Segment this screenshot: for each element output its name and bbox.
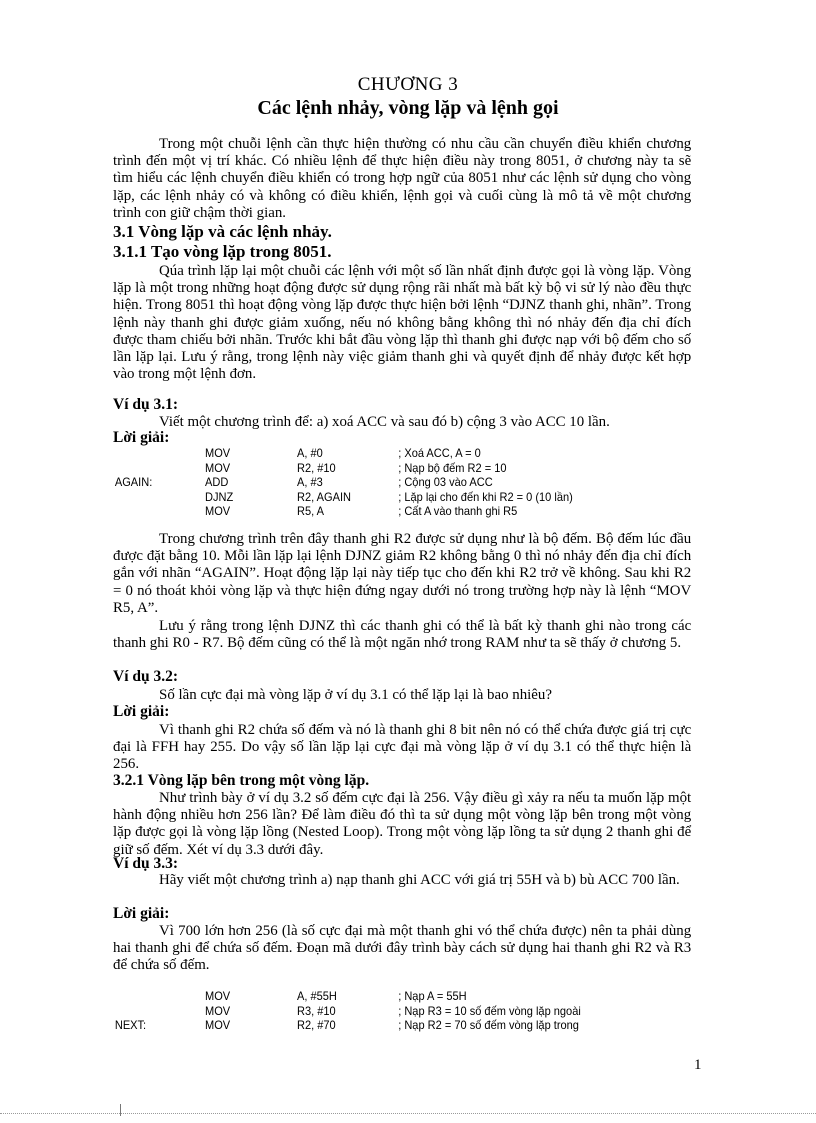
subsection-heading: 3.1.1 Tạo vòng lặp trong 8051.	[113, 242, 332, 261]
example31-note: Lưu ý rằng trong lệnh DJNZ thì các thanh ghi có thể là bất kỳ thanh ghi nào trong các thanh ghi R0 - R7. Bộ đếm cũng có thể là một ngăn nhớ trong RAM như ta sẽ thấy ở chương 5.	[113, 617, 692, 652]
code-block-ex33	[113, 989, 628, 1033]
page-number: 1	[694, 1057, 702, 1073]
chapter-number: CHƯƠNG 3	[357, 74, 459, 95]
section-heading: 3.1 Vòng lặp và các lệnh nhảy.	[113, 222, 332, 241]
subsection-heading: 3.2.1 Vòng lặp bên trong một vòng lặp.	[113, 772, 370, 789]
page-footer-divider	[0, 1113, 816, 1114]
code-line: NEXT: MOV R2, #70 ; Nạp R2 = 70 số đếm vòng lặp trong	[114, 1018, 579, 1032]
example31-explanation: Trong chương trình trên đây thanh ghi R2 được sử dụng như là bộ đếm. Bộ đếm lúc đầu được đặt bằng 10. Mỗi lần lặp lại lệnh DJNZ giảm R2 không bằng 0 thì nó nhảy đến địa chỉ đích gắn với nhãn “AGAIN”. Hoạt động lặp lại này tiếp tục cho đến khi R2 trở về không. Sau khi R2 = 0 nó thoát khỏi vòng lặp và thực hiện đứng ngay dưới nó trong trường hợp này là lệnh “MOV R5, A”.	[113, 530, 692, 616]
intro-paragraph: Trong một chuỗi lệnh cần thực hiện thường có nhu cầu cần chuyển điều khiển chương trình đến một vị trí khác. Có nhiều lệnh để thực hiện điều này trong 8051, ở chương này ta sẽ tìm hiểu các lệnh chuyển điều khiển có trong hợp ngữ của 8051 như các lệnh sử dụng cho vòng lặp, các lệnh nhảy có và không có điều khiển, lệnh gọi và cuối cùng là mô tả về một chương trình con giữ chậm thời gian.	[113, 135, 692, 221]
example32-answer: Vì thanh ghi R2 chứa số đếm và nó là thanh ghi 8 bit nên nó có thể chứa được giá trị cực đại là FFH hay 255. Do vậy số lần lặp lại cực đại mà vòng lặp ở ví dụ 3.1 có thể thực hiện là 256.	[113, 721, 692, 773]
example-question: Số lần cực đại mà vòng lặp ở ví dụ 3.1 có thể lặp lại là bao nhiêu?	[159, 686, 552, 703]
example-question: Viết một chương trình để: a) xoá ACC và sau đó b) cộng 3 vào ACC 10 lần.	[159, 413, 610, 430]
code-line: AGAIN: ADD A, #3 ; Cộng 03 vào ACC	[114, 475, 493, 489]
code-line: MOV A, #55H ; Nạp A = 55H	[205, 989, 467, 1003]
nested-loop-paragraph: Như trình bày ở ví dụ 3.2 số đếm cực đại là 256. Vậy điều gì xảy ra nếu ta muốn lặp một hành động nhiều hơn 256 lần? Để làm điều đó thì ta sử dụng một vòng lặp bên trong một vòng lặp được gọi là vòng lặp lồng (Nested Loop). Trong một vòng lặp lồng ta sử dụng 2 thanh ghi để giữ số đếm. Xét ví dụ 3.3 dưới đây.	[113, 789, 692, 858]
example33-answer: Vì 700 lớn hơn 256 (là số cực đại mà một thanh ghi vó thể chứa được) nên ta phải dùng hai thanh ghi để chứa số đếm. Đoạn mã dưới đây trình bày cách sử dụng hai thanh ghi R2 và R3 để chứa số đếm.	[113, 922, 692, 974]
solution-label: Lời giải:	[113, 703, 170, 720]
code-line: MOV R3, #10 ; Nạp R3 = 10 số đếm vòng lặp ngoài	[205, 1003, 581, 1018]
code-line: MOV A, #0 ; Xoá ACC, A = 0	[205, 446, 481, 460]
code-line: DJNZ R2, AGAIN ; Lặp lại cho đến khi R2 = 0 (10 lần)	[205, 489, 573, 504]
example-label: Ví dụ 3.2:	[113, 668, 179, 685]
loop-paragraph: Qúa trình lặp lại một chuỗi các lệnh với một số lần nhất định được gọi là vòng lặp. Vòng lặp là một trong những hoạt động được sử dụng rộng rãi nhất mà bất kỳ bộ vi sử lý nào đều thực hiện. Trong 8051 thì hoạt động vòng lặp được thực hiện bởi lệnh “DJNZ thanh ghi, nhãn”. Trong lệnh này thanh ghi được giảm xuống, nếu nó không bằng không thì nó nhảy đến địa chỉ đích được tham chiếu bởi nhãn. Trước khi bắt đầu vòng lặp thì thanh ghi được nạp với bộ đếm cho số lần lặp lại. Lưu ý rằng, trong lệnh này việc giảm thanh ghi và quyết định để nhảy được kết hợp vào trong một lệnh đơn.	[113, 262, 692, 383]
code-line: MOV R5, A ; Cất A vào thanh ghi R5	[205, 504, 518, 518]
chapter-title: Các lệnh nhảy, vòng lặp và lệnh gọi	[257, 97, 559, 119]
example-question: Hãy viết một chương trình a) nạp thanh ghi ACC với giá trị 55H và b) bù ACC 700 lần.	[159, 871, 680, 888]
code-block-ex31	[113, 446, 628, 519]
example-label: Ví dụ 3.3:	[113, 855, 179, 872]
solution-label: Lời giải:	[113, 905, 170, 922]
code-line: MOV R2, #10 ; Nạp bộ đếm R2 = 10	[205, 460, 507, 475]
solution-label: Lời giải:	[113, 429, 170, 446]
page-margin-mark	[120, 1104, 121, 1116]
example-label: Ví dụ 3.1:	[113, 396, 179, 413]
